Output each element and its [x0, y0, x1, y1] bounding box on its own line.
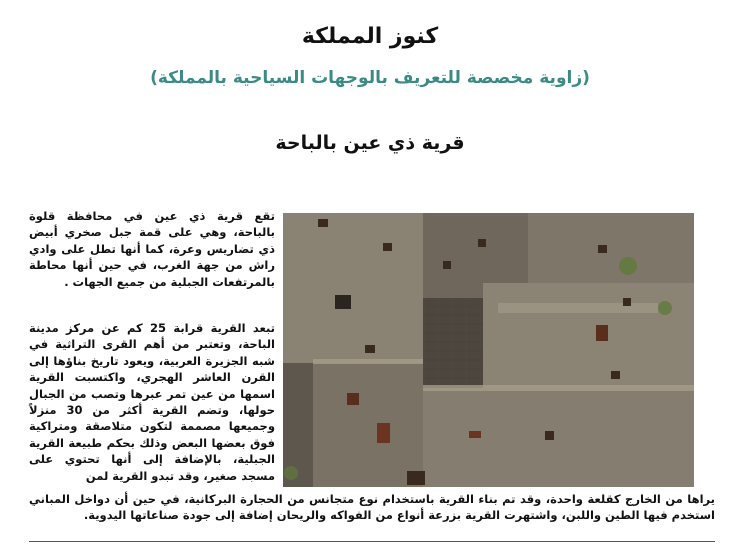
- article-paragraph-2: تبعد القرية قرابة 25 كم عن مركز مدينة الباحة، وتعتبر من أهم القرى التراثية في شبه الجزيرة العربية، ويعود تاريخ بناؤها إلى القرن العاشر الهجري، واكتسبت القرية اسمها من عين تمر عبرها وتصب من الجبال حولها، وتضم القرية أكثر من 30 منزلاً وجميعها مصممة لتكون متلاصقة ومتراكية فوق بعضها البعض وذلك بحكم طبيعة القرية الجبلية، بالإضافة إلى أنها تحتوي على مسجد صغير، وقد تبدو القرية لمن: [29, 321, 276, 483]
- article-title: قرية ذي عين بالباحة: [275, 132, 465, 154]
- article-paragraph-1: تقع قرية ذي عين في محافظة قلوة بالباحة، وهي على قمة جبل صخري أبيض ذي تضاريس وعرة، كما أنها تطل على وادي راش من جهة الغرب، في حين أنها محاطة بالمرتفعات الجبلية من جميع الجهات .: [29, 209, 275, 289]
- village-illustration: [283, 213, 694, 487]
- footer-rule: [29, 541, 715, 542]
- village-photo: [283, 213, 694, 487]
- article-paragraph-3: يراها من الخارج كقلعة واحدة، وقد تم بناء القرية باستخدام نوع متجانس من الحجارة البركانية، في حين أن دواخل المباني استخدم فيها الطين واللبن، واشتهرت القرية بزرعة أنواع من الفواكه والريحان إضافة إلى جودة صناعاتها اليدوية.: [29, 492, 715, 523]
- section-title: كنوز المملكة: [301, 24, 439, 49]
- section-subtitle: (زاوية مخصصة للتعريف بالوجهات السياحية بالمملكة): [150, 68, 590, 88]
